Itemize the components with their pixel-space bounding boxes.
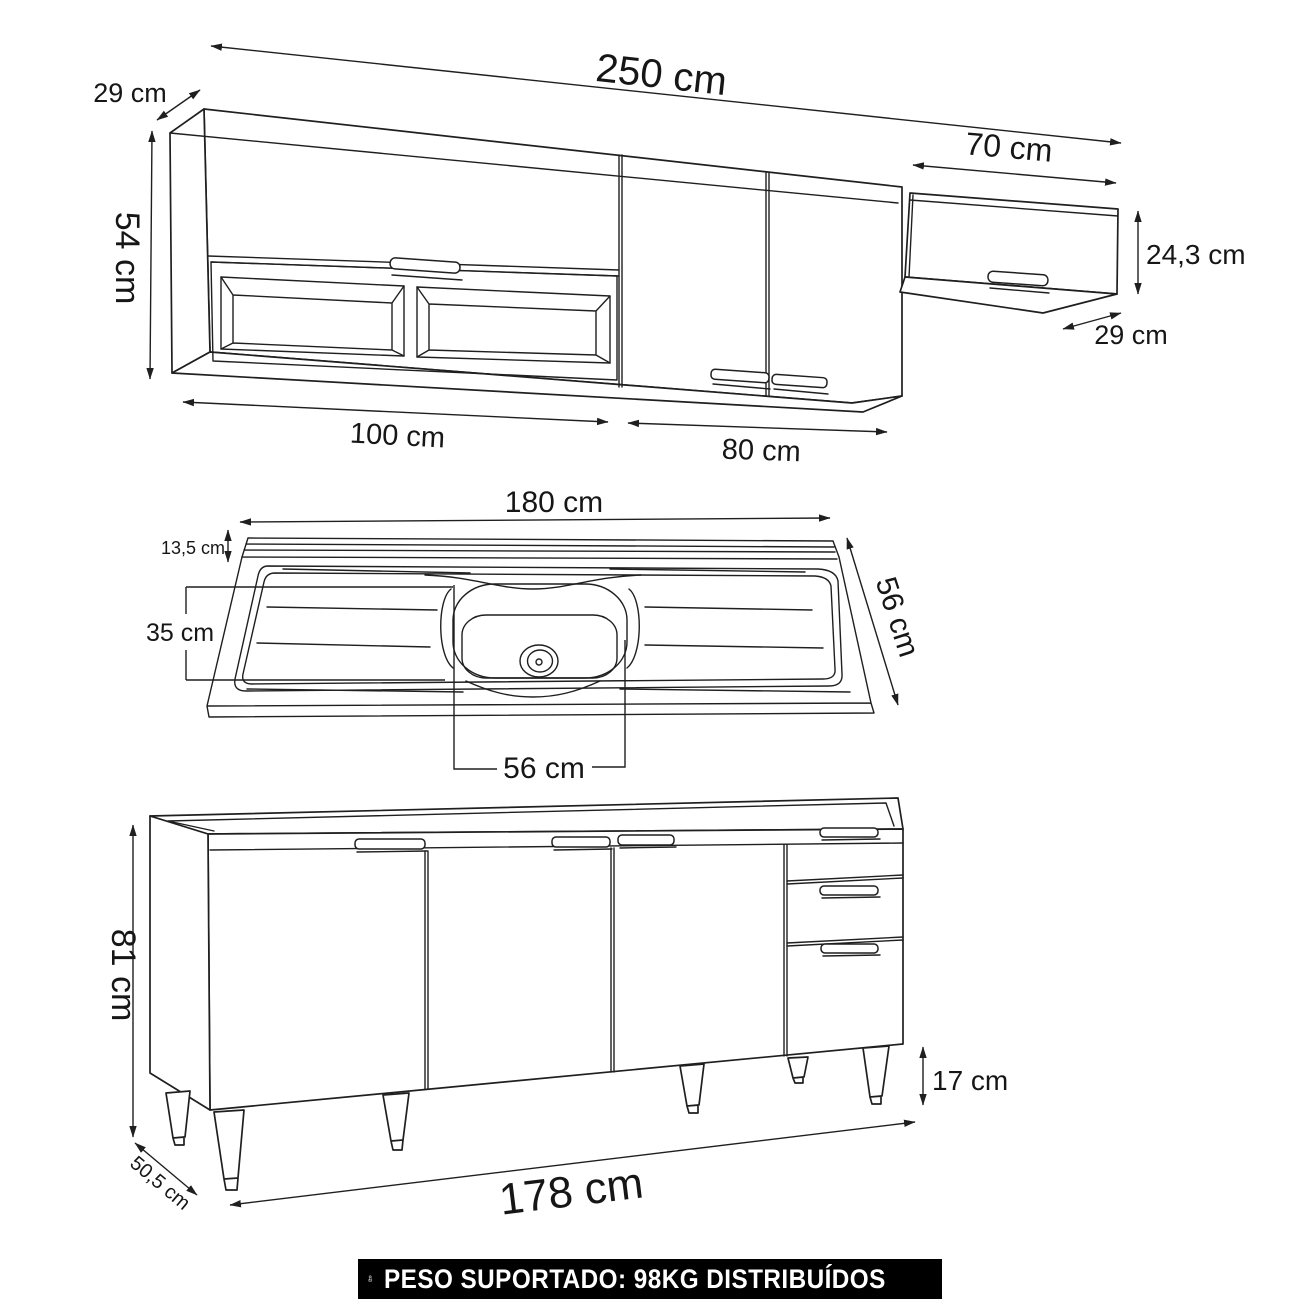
dimension-label-total-width: 250 cm <box>593 46 730 105</box>
dimension-label-base-width: 178 cm <box>496 1158 646 1225</box>
dimension-label-base-depth: 50,5 cm <box>125 1152 195 1215</box>
dimension-label-base-height: 81 cm <box>104 928 142 1022</box>
dimension-label-right-height: 24,3 cm <box>1146 239 1246 270</box>
svg-text:KG: KG <box>368 1279 372 1282</box>
dimension-label-right-depth: 29 cm <box>1094 320 1168 350</box>
sink-drain <box>520 645 558 677</box>
dimension-label-backsplash: 13,5 cm <box>160 538 226 558</box>
dimension-label-middle-module-width: 80 cm <box>721 433 802 469</box>
dimension-label-sink-width: 180 cm <box>504 486 604 519</box>
weight-capacity-text: PESO SUPORTADO: 98KG DISTRIBUÍDOS <box>384 1263 887 1294</box>
dimension-label-height: 54 cm <box>108 211 146 305</box>
wall-cabinet-left-panel <box>170 109 210 373</box>
kg-weight-icon <box>367 1263 373 1295</box>
dimension-label-right-width: 70 cm <box>963 125 1054 169</box>
dimension-label-bowl-width: 56 cm <box>503 752 585 785</box>
wall-cabinet-drawing <box>93 46 1245 468</box>
dimension-label-left-module-width: 100 cm <box>349 417 446 455</box>
dimension-label-bowl-depth: 35 cm <box>145 619 215 647</box>
wall-cabinet-right-module <box>900 193 1118 313</box>
dimension-label-feet-height: 17 cm <box>932 1065 1009 1096</box>
sink-bowl <box>453 584 627 678</box>
base-cabinet-drawing <box>104 798 1008 1225</box>
sink-countertop-drawing <box>146 486 925 785</box>
dimension-label-left-depth: 29 cm <box>93 78 167 108</box>
base-cabinet-left-panel <box>150 816 210 1110</box>
weight-capacity-banner <box>358 1259 942 1299</box>
dimension-label-counter-depth: 56 cm <box>868 573 926 662</box>
